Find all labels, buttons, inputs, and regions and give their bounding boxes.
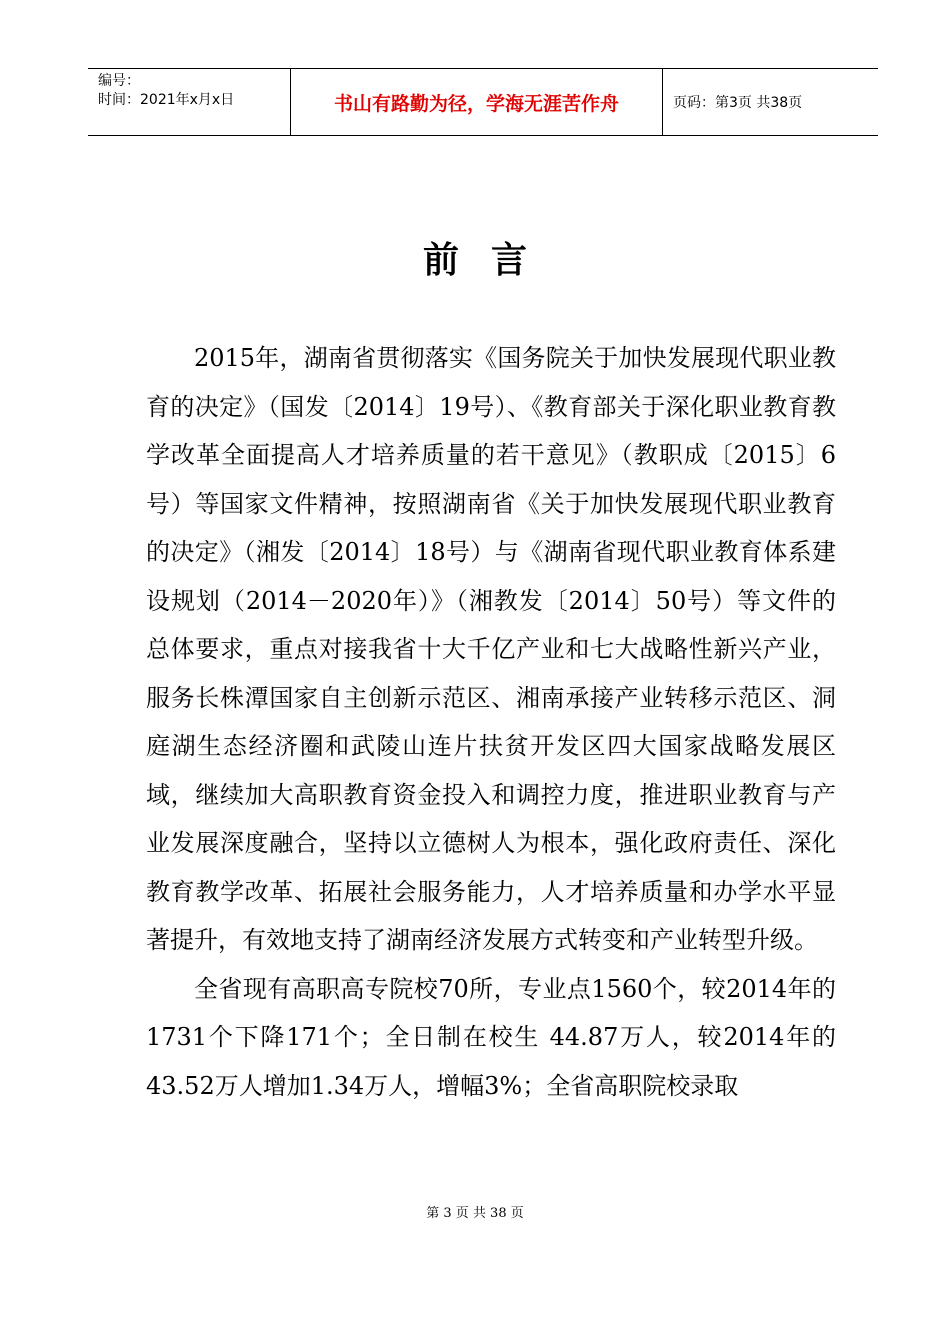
document-body [146, 334, 836, 1110]
document-title: 前言 [422, 239, 559, 281]
number-label: 编号： [98, 73, 140, 89]
page-footer: 第 3 页 共 38 页 [426, 1206, 524, 1221]
header-page-info: 页码：第3页 共38页 [673, 95, 803, 111]
header-motto: 书山有路勤为径，学海无涯苦作舟 [291, 69, 663, 135]
page-header [88, 68, 878, 136]
paragraph: 2015年，湖南省贯彻落实《国务院关于加快发展现代职业教育的决定》（国发〔2014〕19号）、《教育部关于深化职业教育教学改革全面提高人才培养质量的若干意见》（教职成〔2015〕6号）等国家文件精神，按照湖南省《关于加快发展现代职业教育的决定》（湘发〔2014〕18号）与《湖南省现代职业教育体系建设规划（2014－2020年）》（湘教发〔2014〕50号）等文件的总体要求，重点对接我省十大千亿产业和七大战略性新兴产业，服务长株潭国家自主创新示范区、湘南承接产业转移示范区、洞庭湖生态经济圈和武陵山连片扶贫开发区四大国家战略发展区域，继续加大高职教育资金投入和调控力度，推进职业教育与产业发展深度融合，坚持以立德树人为根本，强化政府责任、深化教育教学改革、拓展社会服务能力，人才培养质量和办学水平显著提升，有效地支持了湖南经济发展方式转变和产业转型升级。 [146, 344, 836, 954]
time-label: 时间：2021年x月x日 [98, 92, 235, 108]
header-meta [88, 69, 291, 135]
paragraph: 全省现有高职高专院校70所，专业点1560个，较2014年的1731个下降171个；全日制在校生 44.87万人，较2014年的43.52万人增加1.34万人，增幅3%；全省高职院校录取 [146, 974, 836, 1100]
